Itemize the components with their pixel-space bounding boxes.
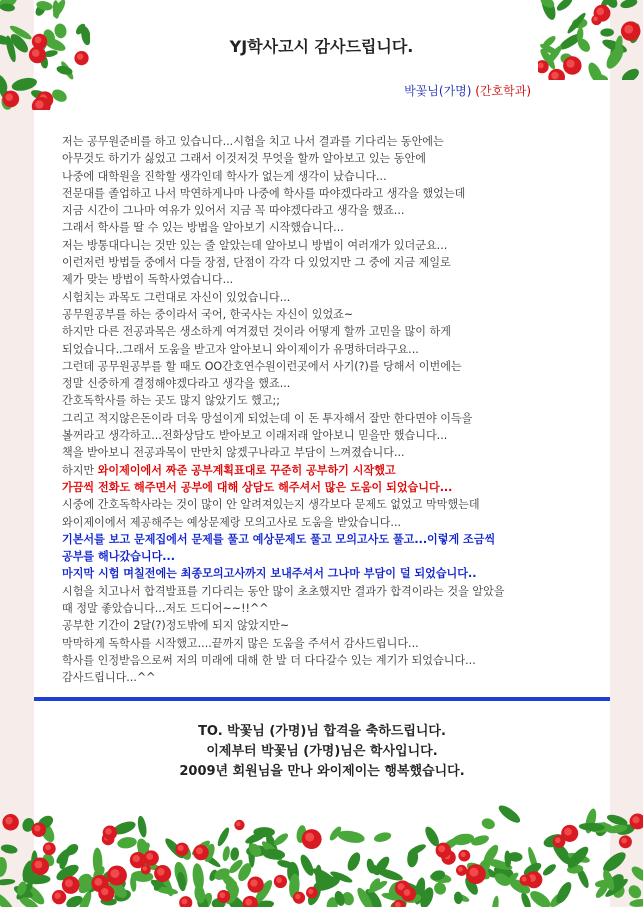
rose-highlight [305, 833, 314, 842]
rose-highlight [597, 8, 605, 16]
rose-highlight [621, 838, 627, 844]
leaf-shape [216, 826, 232, 847]
letter-line: 되었습니다..그래서 도움을 받고자 알아보니 와이제이가 유명하더라구요... [62, 342, 419, 356]
letter-line: 마지막 시험 며칠전에는 최종모의고사까지 보내주셔서 그나마 부담이 덜 되었습니다.. [62, 567, 477, 581]
letter-line: 와이제이에서 제공해주는 예상문제랑 모의고사로 도움을 받았습니다... [62, 515, 401, 529]
author-name: 박꽃님(가명) [404, 84, 472, 98]
leaf-shape [619, 0, 638, 10]
leaf-shape [337, 829, 366, 845]
letter-line-segment: 하지만 [62, 463, 98, 477]
rose-highlight [566, 59, 574, 67]
rose-highlight [196, 847, 203, 854]
leaf-shape [0, 856, 8, 877]
letter-line: 저는 방통대다니는 것만 있는 줄 알았는데 알아보니 방법이 여러개가 있더군요... [62, 238, 448, 252]
rose-highlight [564, 828, 572, 836]
author-department: (간호학과) [475, 84, 531, 98]
letter-line: 전문대를 졸업하고 나서 막연하게나마 나중에 학사를 따야겠다라고 생각을 했었는데 [62, 186, 466, 200]
letter-line: 감사드립니다...^^ [62, 671, 156, 685]
rose-highlight [593, 17, 598, 22]
letter-line: 그래서 학사를 딸 수 있는 방법을 알아보기 시작했습니다... [62, 221, 344, 235]
author-line [404, 82, 531, 99]
letter-line: 기본서를 보고 문제집에서 문제를 풀고 예상문제도 풀고 모의고사도 풀고...이렇게 조금씩 [62, 532, 496, 546]
rose-highlight [35, 100, 43, 108]
letter-line-segment: 와이제이에서 짜준 공부계획표대로 꾸준히 공부하기 시작했고 [97, 463, 396, 477]
letter-line: 시험치는 과목도 그런대로 자신이 있었습니다... [62, 290, 291, 304]
rose-highlight [34, 861, 42, 869]
leaf-shape [0, 843, 18, 855]
leaf-shape [491, 895, 500, 907]
letter-line: 책을 받아보니 전공과목이 만만치 않겠구나라고 부담이 느껴졌습니다... [62, 446, 405, 460]
page-title: YJ학사고시 감사드립니다. [229, 37, 414, 56]
letter-line: 볼꺼라고 생각하고...전화상담도 받아보고 이래저래 알아보니 믿을만 했습니다... [62, 429, 448, 443]
rose-highlight [538, 62, 544, 68]
leaf-shape [373, 831, 392, 844]
rose-highlight [54, 892, 60, 898]
divider-rule [34, 697, 610, 701]
leaf-shape [136, 815, 148, 838]
letter-line: 공부를 해나갔습니다... [62, 550, 175, 564]
leaf-shape [0, 878, 15, 886]
congratulations-block [34, 722, 610, 782]
rose-highlight [5, 93, 12, 100]
leaf-shape [345, 850, 363, 872]
leaf-shape [454, 891, 463, 904]
rose-highlight [460, 852, 465, 857]
rose-border-bottom [0, 790, 643, 907]
letter-line: 정말 신중하게 결정해야겠다라고 생각을 했죠... [62, 377, 291, 391]
leaf-shape [629, 898, 643, 907]
congrats-line-1: TO. 박꽃님 (가명)님 합격을 축하드립니다. [198, 724, 446, 739]
letter-line: 지금 시간이 그나마 여유가 있어서 지금 꼭 따야겠다라고 생각을 했죠... [62, 204, 405, 218]
leaf-shape [298, 853, 316, 878]
rose-highlight [157, 868, 165, 876]
rose-highlight [438, 845, 445, 852]
rose-highlight [632, 816, 639, 823]
rose-highlight [250, 879, 257, 886]
letter-line: 간호독학사를 하는 곳도 많지 않았기도 했고;; [62, 394, 281, 408]
letter-line [62, 462, 590, 479]
congrats-line-2: 이제부터 박꽃님 (가명)님은 학사입니다. [206, 744, 438, 759]
leaf-shape [0, 890, 16, 907]
leaf-shape [541, 862, 558, 877]
leaf-shape [480, 817, 496, 831]
rose-highlight [143, 866, 148, 871]
leaf-shape [620, 66, 642, 80]
rose-highlight [178, 845, 184, 851]
letter-line: 그런데 공무원공부를 할 때도 OO간호연수원이런곳에서 사기(?)를 당해서 이번에는 [62, 359, 462, 373]
leaf-shape [555, 0, 574, 13]
rose-highlight [522, 877, 527, 882]
rose-highlight [5, 817, 12, 824]
leaf-shape [222, 845, 231, 861]
letter-line: 시중에 간호독학사라는 것이 많이 안 알려져있는지 생각보다 문제도 없었고 막막했는데 [62, 498, 480, 512]
letter-line: 공무원공부를 하는 중이라서 국어, 한국사는 자신이 있었죠~ [62, 307, 354, 321]
rose-highlight [220, 892, 226, 898]
letter-line: 학사를 인정받음으로써 저의 미래에 대해 한 발 더 다다갈수 있는 계기가 되었습니다... [62, 653, 476, 667]
rose-highlight [551, 72, 559, 80]
leaf-shape [626, 883, 643, 901]
rose-highlight [110, 869, 119, 878]
rose-highlight [308, 889, 313, 894]
letter-line: 아무것도 하기가 싫었고 그래서 이것저것 무엇을 할까 알아보고 있는 동안에 [62, 152, 426, 166]
letter-line: 가끔씩 전화도 해주면서 공부에 대해 상담도 해주셔서 많은 도움이 되었습니다... [62, 480, 453, 494]
letter-line: 저는 공무원준비를 하고 있습니다...시험을 치고 나서 결과를 기다리는 동안에는 [62, 135, 444, 148]
rose-highlight [469, 868, 478, 877]
leaf-shape [230, 847, 240, 861]
rose-highlight [245, 899, 252, 906]
rose-highlight [146, 853, 153, 860]
rose-highlight [45, 845, 51, 851]
rose-highlight [105, 828, 111, 834]
congrats-line-3: 2009년 회원님을 만나 와이제이는 행복했습니다. [179, 764, 465, 779]
letter-line: 하지만 다른 전공과목은 생소하게 여겨졌던 것이라 어떻게 할까 고민을 많이 하게 [62, 325, 451, 339]
rose-highlight [133, 855, 140, 862]
letter-line: 막막하게 독학사를 시작했고....끝까지 많은 도움을 주셔서 감사드립니다... [62, 636, 419, 650]
letter-line: 때 정말 좋았습니다...저도 드디어~~!!^^ [62, 602, 269, 616]
leaf-shape [496, 803, 522, 826]
letter-body [62, 133, 590, 687]
letter-line: 나중에 대학원을 진학할 생각인데 학사가 없는게 생각이 났습니다... [62, 169, 387, 183]
rose-highlight [555, 837, 561, 843]
letter-line: 시험을 치고나서 합격발표를 기다리는 동안 많이 초초했지만 결과가 합격이라는 것을 알았을 [62, 584, 505, 598]
rose-highlight [404, 889, 411, 896]
letter-line: 제가 맞는 방법이 독학사였습니다... [62, 273, 234, 287]
rose-highlight [101, 888, 108, 895]
rose-highlight [624, 25, 633, 34]
rose-highlight [295, 894, 300, 899]
letter-line: 그리고 적지않은돈이라 더욱 망설이게 되었는데 이 돈 투자해서 잘만 한다면야 이득을 [62, 411, 473, 425]
rose-highlight [94, 878, 102, 886]
letter-line: 공부한 기간이 2달(?)정도밖에 되지 않았지만~ [62, 619, 290, 633]
rose-highlight [181, 898, 187, 904]
rose-highlight [34, 825, 41, 832]
letter-line: 이런저런 방법들 중에서 다들 장점, 단점이 각각 다 있었지만 그 중에 지금 제일로 [62, 256, 451, 270]
leaf-shape [117, 836, 138, 850]
leaf-shape [629, 864, 643, 884]
rose-highlight [276, 877, 282, 883]
rose-highlight [65, 879, 73, 887]
leaf-shape [0, 72, 10, 94]
rose-highlight [236, 822, 241, 827]
leaf-shape [527, 888, 553, 907]
rose-highlight [458, 867, 463, 872]
